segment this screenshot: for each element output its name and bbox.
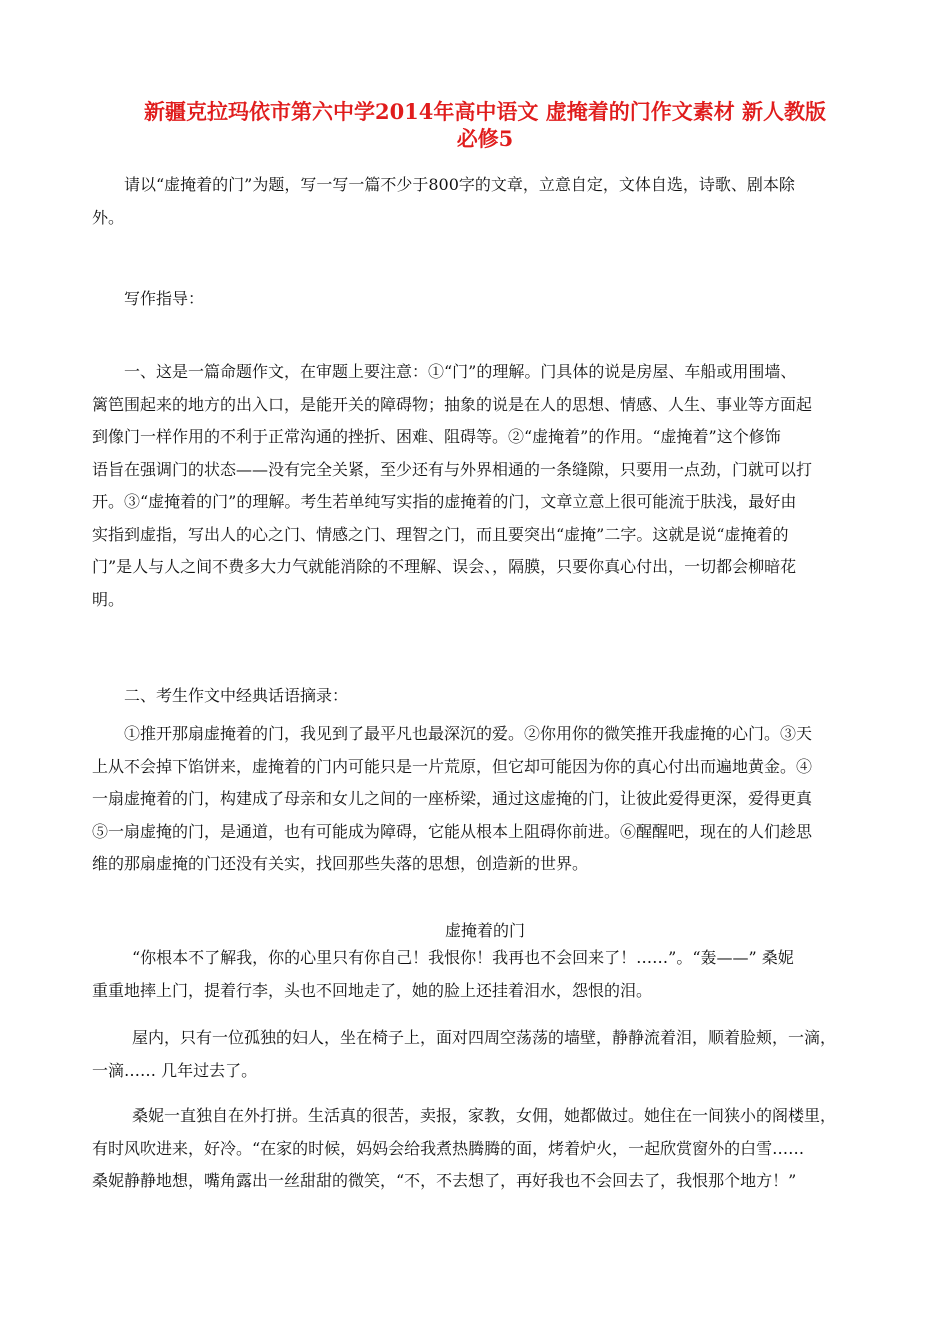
document-title-line-1: 新疆克拉玛依市第六中学2014年高中语文 虚掩着的门作文素材 新人教版 <box>143 99 827 124</box>
point1-line: 到像门一样作用的不利于正常沟通的挫折、困难、阻碍等。②“虚掩着”的作用。“虚掩着”这个修饰 <box>92 427 781 446</box>
point2-heading-text: 二、考生作文中经典话语摘录： <box>124 686 349 705</box>
prompt-line: 外。 <box>92 207 125 227</box>
story-paragraph-2 <box>92 1022 862 1087</box>
guidance-heading-text: 写作指导： <box>124 289 205 308</box>
story-line: 重重地摔上门，提着行李，头也不回地走了，她的脸上还挂着泪水，怨恨的泪。 <box>92 980 653 1000</box>
point1-line: 明。 <box>92 589 125 609</box>
story-paragraph-3 <box>92 1100 862 1198</box>
point1-line: 开。③“虚掩着的门”的理解。考生若单纯写实指的虚掩着的门，文章立意上很可能流于肤浅，最好由 <box>92 492 797 511</box>
story-line: “你根本不了解我，你的心里只有你自己！我恨你！我再也不会回来了！……”。“轰——” 桑妮 <box>132 948 794 967</box>
story-line: 桑妮静静地想，嘴角露出一丝甜甜的微笑，“不，不去想了，再好我也不会回去了，我恨那个地方！” <box>92 1171 797 1190</box>
quotes-line: 一扇虚掩着的门，构建成了母亲和女儿之间的一座桥梁，通过这虚掩的门，让彼此爱得更深，爱得更真 <box>92 789 813 808</box>
story-line: 屋内，只有一位孤独的妇人，坐在椅子上，面对四周空荡荡的墙壁，静静流着泪，顺着脸颊，一滴， <box>132 1028 837 1047</box>
story-paragraph-1 <box>92 942 862 1007</box>
point1-line: 门”是人与人之间不费多大力气就能消除的不理解、误会、，隔膜，只要你真心付出，一切都会柳暗花 <box>92 557 797 576</box>
guidance-point-2-heading <box>92 680 862 713</box>
quotes-line: 上从不会掉下馅饼来，虚掩着的门内可能只是一片荒原，但它却可能因为你的真心付出而遍地黄金。④ <box>92 756 813 776</box>
story-line: 有时风吹进来，好冷。“在家的时候，妈妈会给我煮热腾腾的面，烤着炉火，一起欣赏窗外的白雪…… <box>92 1138 805 1158</box>
guidance-heading <box>92 283 862 316</box>
quotes-line: ⑤一扇虚掩的门，是通道，也有可能成为障碍，它能从根本上阻碍你前进。⑥醒醒吧，现在的人们趁思 <box>92 821 813 841</box>
prompt-line: 请以“虚掩着的门”为题，写一写一篇不少于800字的文章，立意自定，文体自选，诗歌、剧本除 <box>124 175 795 194</box>
point1-line: 实指到虚指，写出人的心之门、情感之门、理智之门，而且要突出“虚掩”二字。这就是说“虚掩着的 <box>92 524 789 544</box>
story-title: 虚掩着的门 <box>444 921 525 940</box>
quotes-line: ①推开那扇虚掩着的门，我见到了最平凡也最深沉的爱。②你用你的微笑推开我虚掩的心门。③天 <box>124 724 813 743</box>
guidance-point-1 <box>92 356 862 616</box>
point1-line: 篱笆围起来的地方的出入口，是能开关的障碍物；抽象的说是在人的思想、情感、人生、事业等方面起 <box>92 394 813 414</box>
document-title-line-2: 必修5 <box>456 126 514 151</box>
story-line: 桑妮一直独自在外打拼。生活真的很苦，卖报，家教，女佣，她都做过。她住在一间狭小的阁楼里， <box>132 1106 837 1125</box>
point1-line: 一、这是一篇命题作文，在审题上要注意：①“门”的理解。门具体的说是房屋、车船或用围墙、 <box>124 362 797 381</box>
story-line: 一滴…… 几年过去了。 <box>92 1060 258 1080</box>
essay-prompt <box>92 169 862 234</box>
point1-line: 语旨在强调门的状态——没有完全关紧，至少还有与外界相通的一条缝隙，只要用一点劲，门就可以打 <box>92 459 813 479</box>
classic-quotes <box>92 718 862 881</box>
quotes-line: 维的那扇虚掩的门还没有关实，找回那些失落的思想，创造新的世界。 <box>92 854 589 873</box>
